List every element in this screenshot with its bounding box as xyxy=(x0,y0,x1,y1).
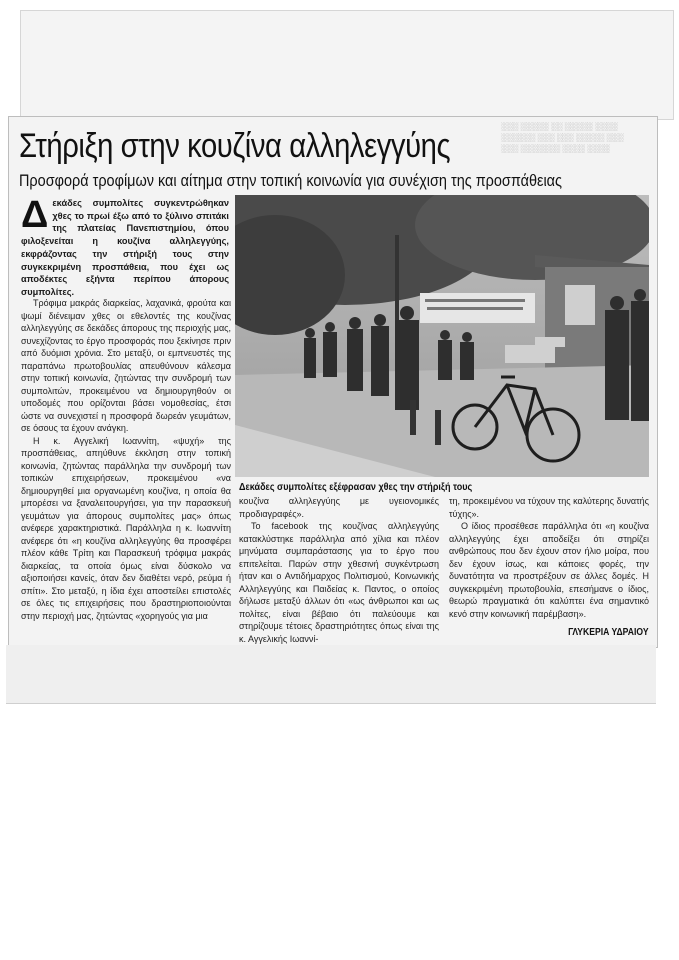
column-1-paragraph: Τρόφιμα μακράς διαρκείας, λαχανικά, φρούτα και ψωμί διένειμαν χθες οι εθελοντές της κουζίνας αλληλεγγύης σε δεκάδες άπορους της περιοχής μας, συνεχίζοντας το έργο προσφοράς που ξεκίνησε πριν από δυόμισι χρόνια. Στο μεταξύ, οι εμπνευστές της παραπάνω πρωτοβουλίας απευθύνουν κάλεσμα στην τοπική κοινωνία, ζητώντας την συνδρομή των συμπολιτών, προκειμένου να δημιουργηθούν οι υποδομές που ορίζονται βάσει νομοθεσίας, έτσι ώστε να συνεχιστεί η προσφορά δωρεάν γευμάτων, σε όσους τα έχουν ανάγκη. xyxy=(21,298,231,433)
lead-text: εκάδες συμπολίτες συγκεντρώθηκαν χθες το πρωί έξω από το ξύλινο σπιτάκι της πλατείας Πανεπιστημίου, όπου φιλοξενείται η κουζίνα αλληλεγγύης, εκφράζοντας την στήριξή τους στην συγκεκριμένη προσπάθεια, που έχει ως αποδέκτες εξήντα περίπου άπορους συμπολίτες. xyxy=(21,198,229,297)
scanned-page-top xyxy=(20,10,674,120)
article-lead xyxy=(21,194,229,299)
column-2-paragraph: κουζίνα αλληλεγγύης με υγειονομικές προδιαγραφές». xyxy=(239,496,439,519)
article-column-3 xyxy=(449,495,649,620)
column-2-paragraph: Το facebook της κουζίνας αλληλεγγύης κατακλύστηκε παράλληλα από χίλια και πλέον μηνύματα συμπαράστασης για το έργο που επιτελείται. Παρών στην χθεσινή συγκέντρωση ήταν και ο Αντιδήμαρχος Πολιτισμού, Κοινωνικής Αλληλεγγύης και Παιδείας κ. Παντος, ο οποίος δήλωσε μεταξύ άλλων ότι «ως άνθρωποι και ως πολίτες, είναι βέβαιο ότι παλεύουμε και στηρίζουμε τέτοιες δραστηριότητες όπως είναι της κ. Αγγελικής Ιωαννί- xyxy=(239,521,439,644)
scanned-page-strip xyxy=(6,645,656,704)
column-1-paragraph: Η κ. Αγγελική Ιωαννίτη, «ψυχή» της προσπάθειας, απηύθυνε έκκληση στην τοπική κοινωνία, ζητώντας παράλληλα την συνδρομή των τοπικών επιχειρήσεων, προκειμένου «να δημιουργηθεί μια οργανωμένη κουζίνα, η οποία θα μπορέσει να ξαναλειτουργήσει, για την παρασκευή γευμάτων για άπορους συμπολίτες μας» όπως ανέφερε χαρακτηριστικά. Παράλληλα η κ. Ιωαννίτη ανέφερε ότι «η κουζίνα αλληλεγγύης θα προσφέρει πλέον κάθε Τρίτη και Παρασκευή τρόφιμα μακράς διαρκείας, τα οποία όμως είναι δύσκολο να αξιοποιήσει κανείς, όταν δεν διαθέτει νερό, ρεύμα ή σπίτι». Στο μεταξύ, η ίδια έχει αποστείλει επιστολές σε όλες τις επιχειρήσεις που δραστηριοποιούνται στην περιοχή μας, ζητώντας «χορηγούς για μια xyxy=(21,435,231,621)
column-3-paragraph: Ο ίδιος προσέθεσε παράλληλα ότι «η κουζίνα αλληλεγγύης έχει αποδείξει ότι στηρίζει ανθρώπους που δεν έχουν στον ήλιο μοίρα, που δεν έχουν ίσως, και κάποιες φορές, την δυνατότητα να προστρέξουν σε άλλες δομές. Η συγκεκριμένη πρωτοβουλία, επεσήμανε ο ίδιος, θεωρώ πραγματικά ότι καλύπτει ένα σημαντικό κενό στην κοινωνική παρέμβαση». xyxy=(449,521,649,619)
photo-caption: Δεκάδες συμπολίτες εξέφρασαν χθες την στήριξή τους xyxy=(239,481,473,493)
article-subheadline: Προσφορά τροφίμων και αίτημα στην τοπική κοινωνία για συνέχιση της προσπάθειας xyxy=(19,171,562,190)
column-3-paragraph: τη, προκειμένου να τύχουν της καλύτερης δυνατής τύχης». xyxy=(449,496,649,519)
adjacent-column-bleed: ░░░ ░░░░░ ░░ ░░░░░ ░░░░ ░░░░░░ ░░░ ░░░ ░░░░░ ░░░ ░░░ ░░░░░░░ ░░░░ ░░░░ xyxy=(501,122,624,153)
newspaper-clipping xyxy=(8,116,658,648)
article-byline: ΓΛΥΚΕΡΙΑ ΥΔΡΑΙΟΥ xyxy=(568,627,649,638)
article-headline: Στήριξη στην κουζίνα αλληλεγγύης xyxy=(19,127,451,165)
protest-photo xyxy=(235,195,649,477)
article-column-1 xyxy=(21,297,231,622)
article-column-2 xyxy=(239,495,439,645)
protest-photo-illustration xyxy=(235,195,649,477)
drop-cap: Δ xyxy=(21,194,49,236)
